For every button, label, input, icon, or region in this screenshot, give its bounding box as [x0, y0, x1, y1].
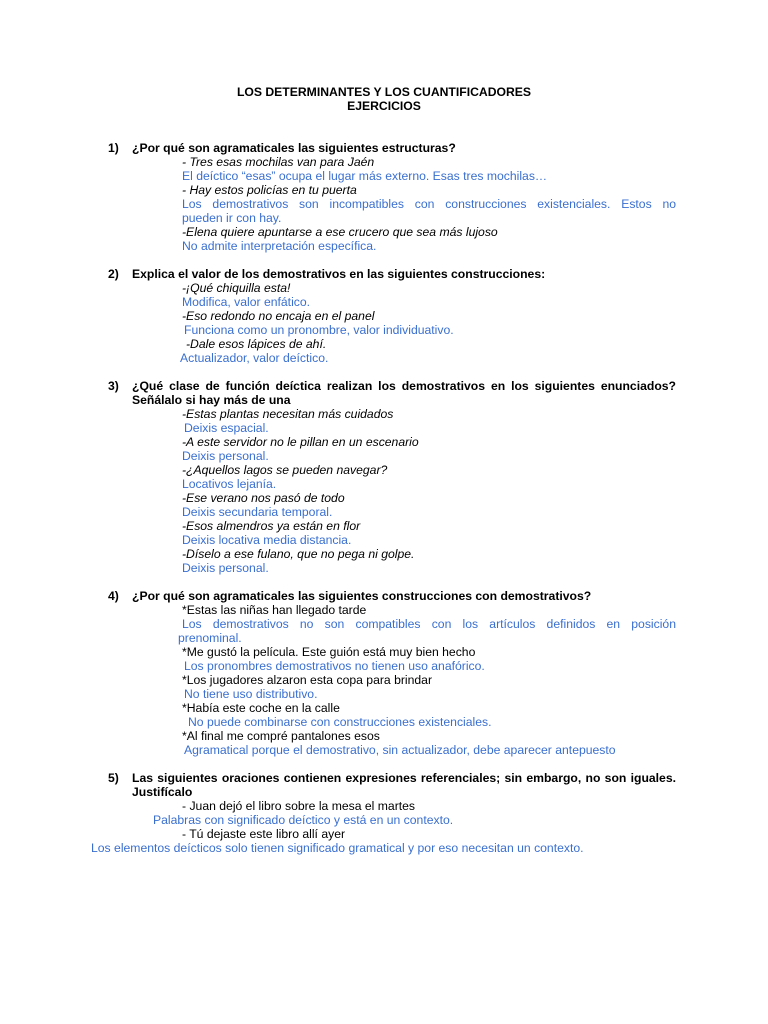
- example-sentence: - Hay estos policías en tu puerta: [182, 183, 357, 197]
- answer-text: Deixis locativa media distancia.: [182, 533, 352, 547]
- answer-text: Locativos lejanía.: [182, 477, 277, 491]
- example-sentence: *Me gustó la película. Este guión está muy bien hecho: [182, 645, 476, 659]
- answer-text: Deixis espacial.: [184, 421, 269, 435]
- example-sentence: -Dale esos lápices de ahí.: [186, 337, 327, 351]
- answer-text: Modifica, valor enfático.: [182, 295, 311, 309]
- document-subtitle: EJERCICIOS: [347, 99, 421, 113]
- example-sentence: *Los jugadores alzaron esta copa para brindar: [182, 673, 433, 687]
- question-number: 2): [108, 267, 119, 281]
- answer-text: No puede combinarse con construcciones existenciales.: [188, 715, 492, 729]
- example-sentence: - Juan dejó el libro sobre la mesa el martes: [182, 799, 416, 813]
- question-number: 3): [108, 379, 119, 393]
- answer-text: Los demostrativos no son compatibles con los artículos definidos en posición: [182, 617, 676, 631]
- example-sentence: -A este servidor no le pillan en un escenario: [182, 435, 419, 449]
- example-sentence: -Ese verano nos pasó de todo: [182, 491, 345, 505]
- question-number: 4): [108, 589, 119, 603]
- example-sentence: - Tres esas mochilas van para Jaén: [182, 155, 375, 169]
- answer-text: Agramatical porque el demostrativo, sin actualizador, debe aparecer antepuesto: [184, 743, 616, 757]
- example-sentence: -Eso redondo no encaja en el panel: [182, 309, 375, 323]
- answer-text: Deixis personal.: [182, 449, 269, 463]
- question-text: ¿Qué clase de función deíctica realizan los demostrativos en los siguientes enunciados? Señálalo si hay más de una: [132, 379, 676, 407]
- example-sentence: - Tú dejaste este libro allí ayer: [182, 827, 346, 841]
- example-sentence: -Esos almendros ya están en flor: [182, 519, 361, 533]
- answer-text: prenominal.: [178, 631, 242, 645]
- answer-text: Funciona como un pronombre, valor individuativo.: [184, 323, 454, 337]
- question-text: ¿Por qué son agramaticales las siguientes construcciones con demostrativos?: [132, 589, 592, 603]
- answer-text: Los elementos deícticos solo tienen significado gramatical y por eso necesitan un contexto.: [91, 841, 584, 855]
- answer-text: No admite interpretación específica.: [182, 239, 377, 253]
- question-number: 5): [108, 771, 119, 785]
- question-text: Las siguientes oraciones contienen expresiones referenciales; sin embargo, no son iguales. Justifícalo: [132, 771, 676, 799]
- answer-text: Los demostrativos son incompatibles con construcciones existenciales. Estos no: [182, 197, 676, 211]
- answer-text: Deixis personal.: [182, 561, 269, 575]
- example-sentence: *Al final me compré pantalones esos: [182, 729, 380, 743]
- answer-text: No tiene uso distributivo.: [184, 687, 318, 701]
- example-sentence: -¿Aquellos lagos se pueden navegar?: [182, 463, 388, 477]
- example-sentence: -Estas plantas necesitan más cuidados: [182, 407, 394, 421]
- document-title: LOS DETERMINANTES Y LOS CUANTIFICADORES: [236, 85, 532, 99]
- answer-text: pueden ir con hay.: [182, 211, 282, 225]
- question-text: Explica el valor de los demostrativos en las siguientes construcciones:: [132, 267, 546, 281]
- question-text: ¿Por qué son agramaticales las siguientes estructuras?: [132, 141, 456, 155]
- example-sentence: -Elena quiere apuntarse a ese crucero que sea más lujoso: [182, 225, 498, 239]
- answer-text: Palabras con significado deíctico y está en un contexto.: [153, 813, 454, 827]
- answer-text: El deíctico “esas” ocupa el lugar más externo. Esas tres mochilas…: [182, 169, 548, 183]
- answer-text: Actualizador, valor deíctico.: [180, 351, 329, 365]
- example-sentence: *Había este coche en la calle: [182, 701, 340, 715]
- example-sentence: *Estas las niñas han llegado tarde: [182, 603, 367, 617]
- question-number: 1): [108, 141, 119, 155]
- answer-text: Los pronombres demostrativos no tienen uso anafórico.: [184, 659, 485, 673]
- answer-text: Deixis secundaria temporal.: [182, 505, 333, 519]
- example-sentence: -¡Qué chiquilla esta!: [182, 281, 291, 295]
- example-sentence: -Díselo a ese fulano, que no pega ni golpe.: [182, 547, 415, 561]
